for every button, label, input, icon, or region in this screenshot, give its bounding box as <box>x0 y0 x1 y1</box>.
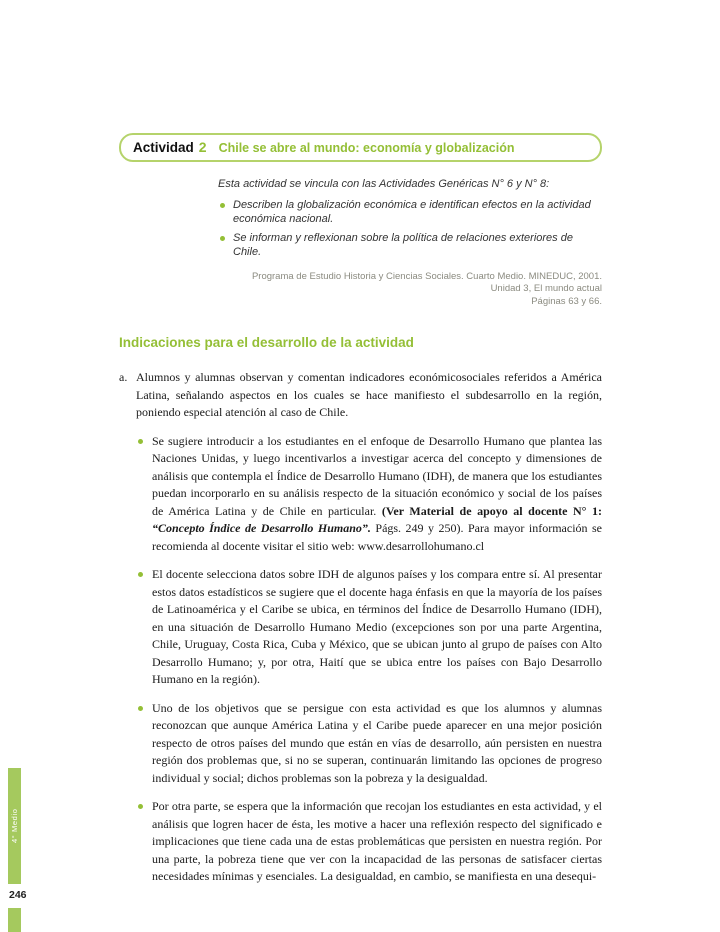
edition-tab-bottom <box>8 908 21 932</box>
source-line: Páginas 63 y 66. <box>531 295 602 307</box>
activity-title: Chile se abre al mundo: economía y globalización <box>218 141 515 155</box>
bullet-text: Uno de los objetivos que se persigue con esta actividad es que los alumnos y alumnas reconozcan que aunque América Latina y el Caribe puede aparecer en una mejor posición respecto de otros países del mundo que están en vías de desarrollo, aún persisten en nuestra región dos problemas que, si no se superan, continuarán limitando las opciones de progreso individual y social; dichos problemas son la pobreza y la desigualdad. <box>152 700 602 785</box>
page-content <box>119 133 602 886</box>
activity-label: Actividad <box>133 140 194 155</box>
bullet-icon <box>138 706 143 711</box>
item-a-marker: a. <box>119 370 128 384</box>
item-a-text: Alumnos y alumnas observan y comentan indicadores económicosociales referidos a América Latina, señalando aspectos en los cuales se hace manifiesto el subdesarrollo en la región, poniendo especial atención al caso de Chile. <box>136 370 602 419</box>
bullet-icon <box>220 203 225 208</box>
bullet-paragraph <box>119 433 602 556</box>
intro-block <box>218 177 602 260</box>
source-line: Programa de Estudio Historia y Ciencias Sociales. Cuarto Medio. MINEDUC, 2001. <box>251 270 602 282</box>
bullet-text-bold-italic: “Concepto Índice de Desarrollo Humano”. <box>152 521 376 535</box>
activity-header-box <box>119 133 602 162</box>
intro-bullet-text: Se informan y reflexionan sobre la política de relaciones exteriores de Chile. <box>233 231 573 258</box>
intro-bullet-item <box>218 198 602 227</box>
bullet-paragraph <box>119 566 602 689</box>
bullet-icon <box>138 572 143 577</box>
bullet-text: El docente selecciona datos sobre IDH de algunos países y los compara entre sí. Al presentar estos datos estadísticos se sugiere que el docente haga énfasis en que la mayoría de los países de Latinoamérica y el Caribe se ubica, en términos del Índice de Desarrollo Humano (IDH), en una situación de Desarrollo Humano Medio (excepciones son por una parte Argentina, Chile, Uruguay, Costa Rica, Cuba y México, que se ubican junto al grupo de países con Alto Desarrollo Humano; y, por otra, Haití que se ubica entre los países con Bajo Desarrollo Humano en la región). <box>152 567 602 686</box>
bullet-text-bold: (Ver Material de apoyo al docente N° 1: <box>381 503 602 518</box>
bullet-text: Por otra parte, se espera que la información que recojan los estudiantes en esta actividad, y el análisis que logren hacer de ésta, les motive a hacer una reflexión respecto del significado e implicaciones que tiene cada una de estas problemáticas que persisten en nuestra región. Por una parte, la pobreza tiene que ver con la incapacidad de las personas de satisfacer ciertas necesidades mínimas y esenciales. La desigualdad, en cambio, se manifiesta en una desequi- <box>152 799 602 883</box>
bullet-paragraph <box>119 700 602 788</box>
activity-number: 2 <box>198 139 207 155</box>
bullet-icon <box>138 804 143 809</box>
intro-bullet-item <box>218 231 602 260</box>
bullet-icon <box>138 439 143 444</box>
edition-tab <box>8 768 21 884</box>
intro-lead: Esta actividad se vincula con las Actividades Genéricas N° 6 y N° 8: <box>218 178 550 190</box>
bullet-paragraph <box>119 798 602 886</box>
bullet-text-normal: Se sugiere introducir a los estudiantes en el enfoque de Desarrollo Humano que plantea las Naciones Unidas, y luego incentivarlos a investigar acerca del concepto y dimensiones de análisis que contempla el Índice de Desarrollo Humano (IDH), de manera que los estudiantes puedan incorporarlo en su análisis respecto de la situación económico y social de los países de América Latina y de Chile en particular. <box>152 433 602 518</box>
bullet-icon <box>220 236 225 241</box>
page-number: 246 <box>9 889 27 901</box>
source-line: Unidad 3, El mundo actual <box>490 283 602 294</box>
section-heading: Indicaciones para el desarrollo de la actividad <box>119 335 414 350</box>
item-a-paragraph <box>119 369 602 422</box>
intro-bullet-text: Describen la globalización económica e identifican efectos en la actividad económica nacional. <box>233 198 591 225</box>
source-reference <box>119 271 602 309</box>
bullet-text-normal: Págs. 249 y 250). Para mayor información se recomienda al docente visitar el sitio web: www.desarrollohumano.cl <box>152 521 602 553</box>
edition-tab-label: 4° Medio <box>10 808 19 844</box>
